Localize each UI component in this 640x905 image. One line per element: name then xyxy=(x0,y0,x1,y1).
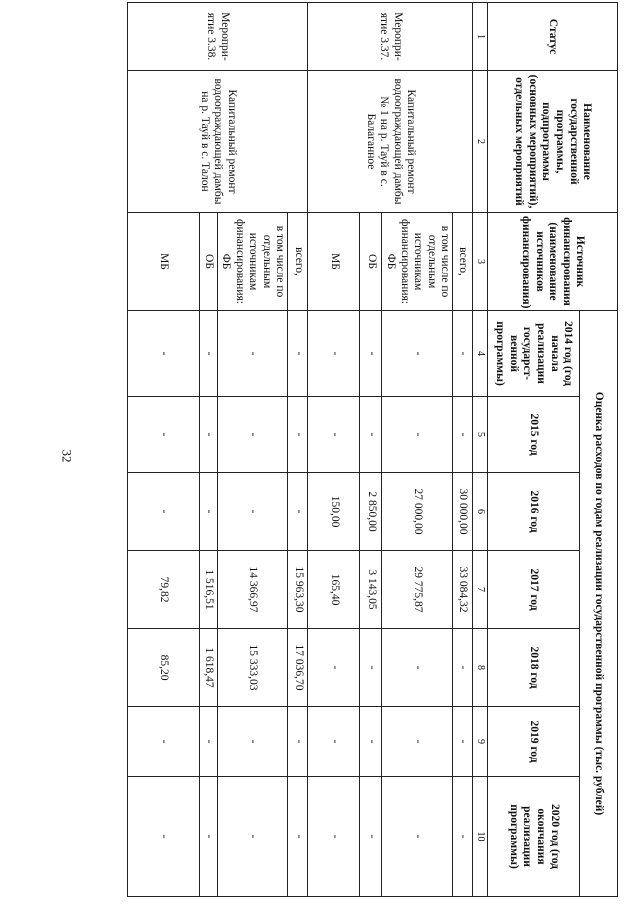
value-cell: - xyxy=(127,707,199,777)
value-cell: - xyxy=(217,707,288,777)
header-year-2017: 2017 год xyxy=(488,551,580,629)
column-number: 1 xyxy=(473,3,488,71)
value-cell: - xyxy=(382,397,453,473)
value-cell: 3 143,05 xyxy=(360,551,382,629)
value-cell: - xyxy=(217,397,288,473)
value-cell: 33 084,32 xyxy=(453,551,473,629)
value-cell: - xyxy=(308,311,360,397)
header-year-2015: 2015 год xyxy=(488,397,580,473)
value-cell: - xyxy=(360,707,382,777)
column-number: 10 xyxy=(473,777,488,897)
column-number: 7 xyxy=(473,551,488,629)
source-cell: ОБ xyxy=(199,213,217,311)
status-cell: Меропри-ятие 3.38. xyxy=(127,3,308,71)
value-cell: - xyxy=(217,473,288,551)
header-year-2019: 2019 год xyxy=(488,707,580,777)
value-cell: 2 850,00 xyxy=(360,473,382,551)
value-cell: - xyxy=(453,629,473,707)
value-cell: - xyxy=(453,397,473,473)
value-cell: 15 333,03 xyxy=(217,629,288,707)
value-cell: 30 000,00 xyxy=(453,473,473,551)
value-cell: - xyxy=(199,777,217,897)
header-year-2016: 2016 год xyxy=(488,473,580,551)
value-cell: - xyxy=(308,397,360,473)
table-row xyxy=(288,3,308,897)
source-cell: МБ xyxy=(308,213,360,311)
value-cell: - xyxy=(382,629,453,707)
value-cell: - xyxy=(217,311,288,397)
value-cell: - xyxy=(382,311,453,397)
header-year-2020: 2020 год (год окончания реализации программы) xyxy=(488,777,580,897)
value-cell: 150,00 xyxy=(308,473,360,551)
value-cell: 17 036,70 xyxy=(288,629,308,707)
column-number: 3 xyxy=(473,213,488,311)
value-cell: - xyxy=(453,707,473,777)
value-cell: - xyxy=(453,311,473,397)
value-cell: 1 516,51 xyxy=(199,551,217,629)
measure-name-cell: Капитальный ремонт водоограждающей дамбы на р. Тауй в с. Талон xyxy=(127,71,308,213)
value-cell: 27 000,00 xyxy=(382,473,453,551)
value-cell: - xyxy=(127,777,199,897)
column-number: 4 xyxy=(473,311,488,397)
value-cell: - xyxy=(382,777,453,897)
value-cell: - xyxy=(288,777,308,897)
page-number: 32 xyxy=(59,449,75,463)
column-number: 2 xyxy=(473,71,488,213)
header-status: Статус xyxy=(488,3,618,71)
source-cell: в том числе по отдельным источникам финансирования: ФБ xyxy=(382,213,453,311)
source-cell: в том числе по отдельным источникам финансирования: ФБ xyxy=(217,213,288,311)
value-cell: - xyxy=(360,629,382,707)
header-year-2014: 2014 год (год начала реализации государст-венной программы) xyxy=(488,311,580,397)
value-cell: - xyxy=(217,777,288,897)
value-cell: 15 963,30 xyxy=(288,551,308,629)
column-number: 9 xyxy=(473,707,488,777)
header-name: Наименование государственной программы, подпрограммы (основных мероприятий), отдельных мероприятий xyxy=(488,71,618,213)
value-cell: - xyxy=(453,777,473,897)
value-cell: - xyxy=(199,707,217,777)
value-cell: - xyxy=(199,311,217,397)
value-cell: - xyxy=(199,397,217,473)
value-cell: 165,40 xyxy=(308,551,360,629)
status-cell: Меропри-ятие 3.37. xyxy=(308,3,473,71)
header-estimate-title: Оценка расходов по годам реализации государственной программы (тыс. рублей) xyxy=(580,311,618,897)
source-cell: всего, xyxy=(453,213,473,311)
value-cell: 85,20 xyxy=(127,629,199,707)
value-cell: - xyxy=(288,397,308,473)
column-number: 5 xyxy=(473,397,488,473)
value-cell: 79,82 xyxy=(127,551,199,629)
value-cell: - xyxy=(127,397,199,473)
value-cell: - xyxy=(288,311,308,397)
column-number: 8 xyxy=(473,629,488,707)
table-row xyxy=(453,3,473,897)
measure-name-cell: Капитальный ремонт водоограждающей дамбы № 1 на р. Тауй в с. Балаганное xyxy=(308,71,473,213)
value-cell: - xyxy=(127,473,199,551)
value-cell: - xyxy=(382,707,453,777)
source-cell: ОБ xyxy=(360,213,382,311)
value-cell: 14 366,97 xyxy=(217,551,288,629)
source-cell: МБ xyxy=(127,213,199,311)
source-cell: всего, xyxy=(288,213,308,311)
value-cell: 1 618,47 xyxy=(199,629,217,707)
value-cell: - xyxy=(288,473,308,551)
value-cell: - xyxy=(308,777,360,897)
value-cell: - xyxy=(127,311,199,397)
value-cell: - xyxy=(308,629,360,707)
value-cell: - xyxy=(360,777,382,897)
column-number: 6 xyxy=(473,473,488,551)
column-number-row xyxy=(473,3,488,897)
value-cell: - xyxy=(360,311,382,397)
header-source: Источник финансирования (наименование источников финансирования) xyxy=(488,213,618,311)
value-cell: 29 775,87 xyxy=(382,551,453,629)
value-cell: - xyxy=(199,473,217,551)
header-year-2018: 2018 год xyxy=(488,629,580,707)
value-cell: - xyxy=(288,707,308,777)
budget-table xyxy=(127,2,618,897)
value-cell: - xyxy=(360,397,382,473)
value-cell: - xyxy=(308,707,360,777)
